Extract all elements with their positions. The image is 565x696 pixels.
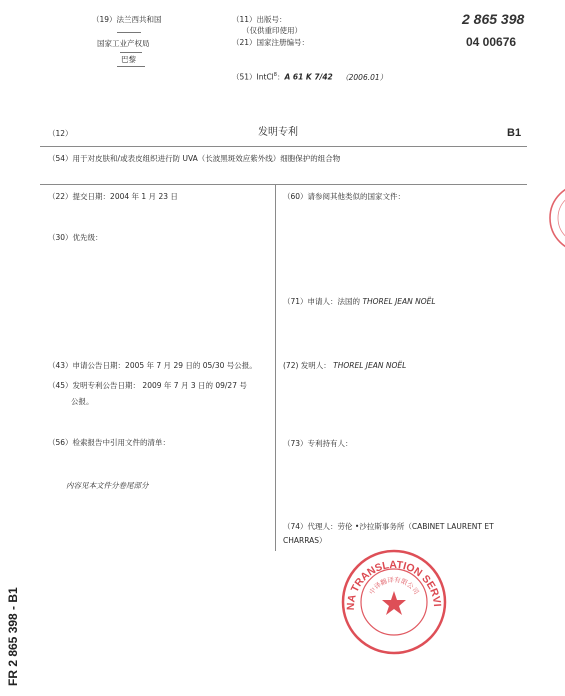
applicant-name: THOREL JEAN NOËL <box>362 297 436 306</box>
country-label: （19）法兰西共和国 <box>92 15 162 24</box>
field-72 <box>283 361 406 371</box>
field-71 <box>283 297 436 307</box>
rule <box>40 184 527 185</box>
separator <box>117 66 145 67</box>
field-51 <box>232 70 387 83</box>
field-74-line1: （74）代理人：劳伦 •沙拉斯事务所（CABINET LAURENT ET <box>283 522 494 531</box>
field-22: （22）提交日期：2004 年 1 月 23 日 <box>48 192 178 201</box>
translation-stamp <box>340 548 448 656</box>
stamp-arc-text: NA TRANSLATION SERVI <box>344 558 443 611</box>
rule <box>40 146 527 147</box>
field-74-line2: CHARRAS） <box>283 536 327 545</box>
field-51-prefix: （51）IntCl <box>232 72 274 82</box>
field-45-line2: 公报。 <box>71 397 94 406</box>
city-name: 巴黎 <box>121 55 136 64</box>
field-56: （56）检索报告中引用文件的清单： <box>48 438 171 447</box>
field-72-prefix: (72) 发明人： <box>283 361 334 370</box>
field-30: （30）优先级： <box>48 233 103 242</box>
field-21-label: （21）国家注册编号： <box>232 38 310 47</box>
publication-number: 2 865 398 <box>462 11 525 27</box>
field-60: （60）请参阅其他类似的国家文件： <box>283 192 406 201</box>
column-divider <box>275 184 276 551</box>
document-title: 发明专利 <box>258 127 298 138</box>
field-73: （73）专利持有人： <box>283 439 353 448</box>
office-name: 国家工业产权局 <box>97 39 150 48</box>
partial-stamp <box>542 178 565 258</box>
stamp-inner-text: 中译翻译有限公司 <box>367 575 421 596</box>
field-51-colon: ： <box>276 72 285 82</box>
stamp-star-icon <box>382 591 406 615</box>
field-11-label: （11）出版号： <box>232 15 287 24</box>
field-56-note: 内容见本文件分卷尾部分 <box>66 481 149 490</box>
separator <box>120 52 142 53</box>
field-71-prefix: （71）申请人：法国的 <box>283 297 363 306</box>
field-11-note: （仅供重印使用） <box>242 26 302 35</box>
field-43: （43）申请公告日期：2005 年 7 月 29 日的 05/30 号公报。 <box>48 361 257 370</box>
separator <box>117 32 141 33</box>
inventor-name: THOREL JEAN NOËL <box>333 361 407 370</box>
registration-number: 04 00676 <box>466 35 517 49</box>
kind-code: B1 <box>507 127 522 139</box>
field-51-sup: 8 <box>273 72 277 78</box>
side-document-id: FR 2 865 398 - B1 <box>6 587 20 686</box>
field-54-title: （54）用于对皮肤和/或表皮组织进行防 UVA（长波黑斑效应紫外线）细胞保护的组合物 <box>48 154 341 163</box>
ipc-code: A 61 K 7/42 <box>284 72 333 82</box>
field-12: （12） <box>48 129 73 138</box>
field-45-line1: （45）发明专利公告日期： 2009 年 7 月 3 日的 09/27 号 <box>48 381 247 390</box>
ipc-version: （2006.01） <box>341 72 388 82</box>
